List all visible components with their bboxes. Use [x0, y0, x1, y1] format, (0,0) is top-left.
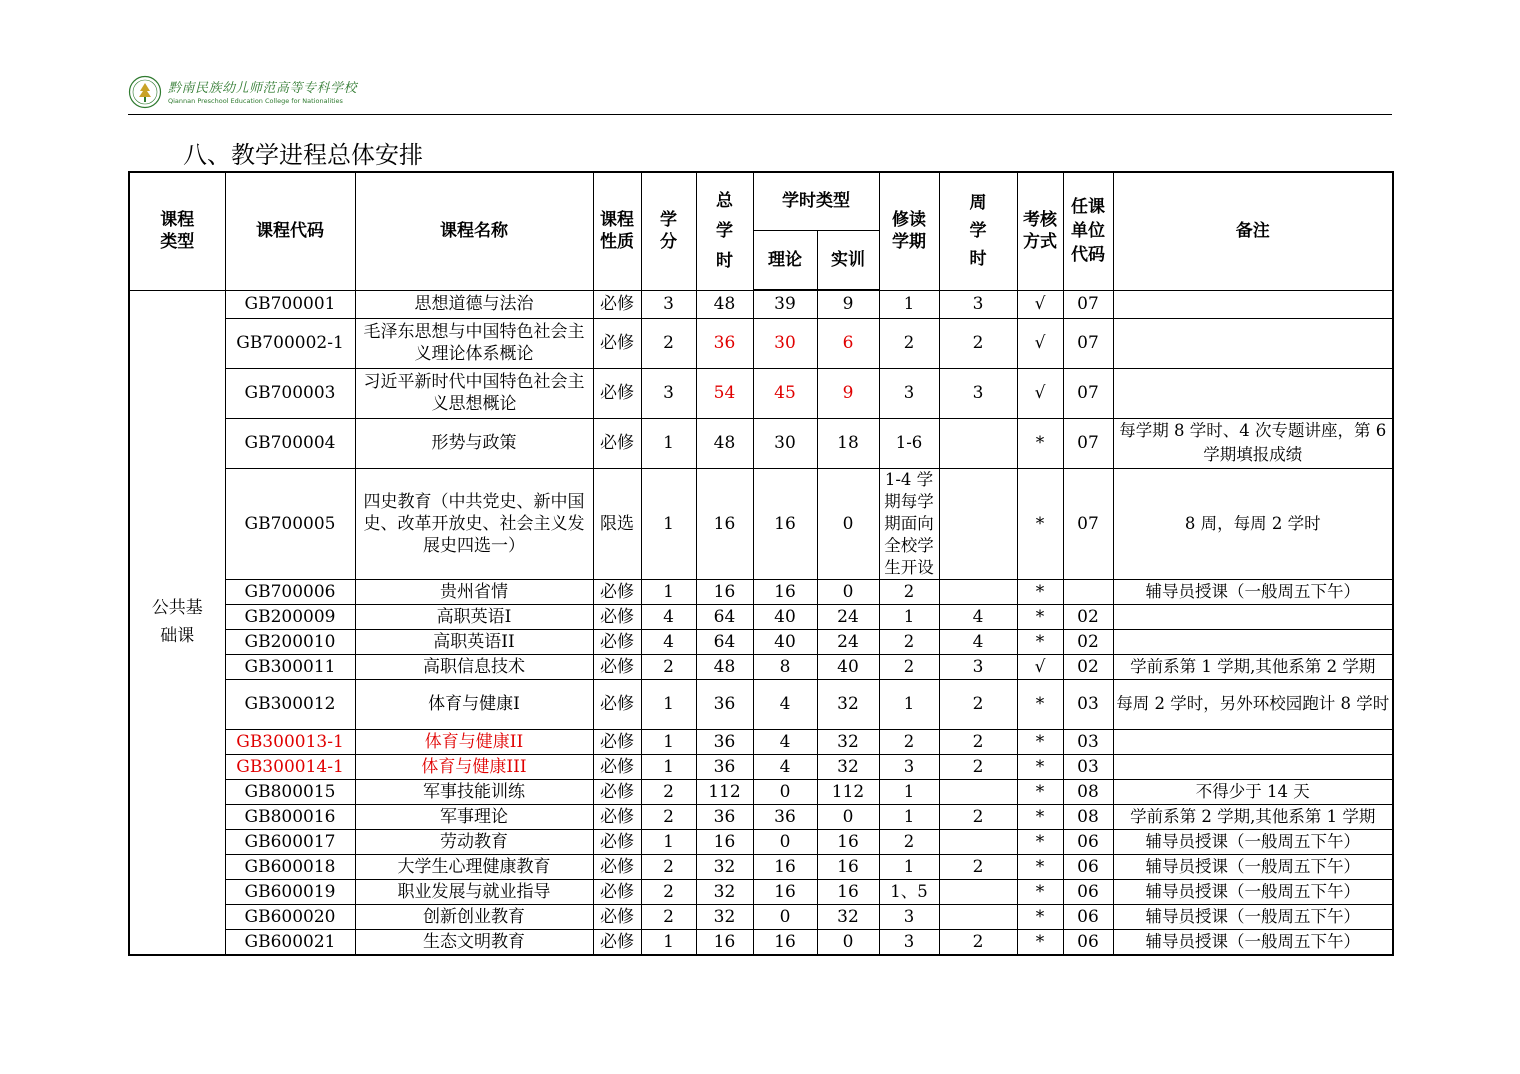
col-total-hours: 总学时: [696, 172, 753, 290]
cell-nature: 必修: [593, 904, 641, 929]
cell-unit: 03: [1063, 729, 1113, 754]
cell-name: 高职英语II: [355, 629, 593, 654]
cell-code: GB700004: [225, 418, 355, 468]
cell-weekly: 2: [939, 929, 1017, 955]
cell-theory: 40: [753, 629, 817, 654]
cell-theory: 0: [753, 904, 817, 929]
cell-semester: 3: [879, 754, 939, 779]
cell-practice: 0: [817, 579, 879, 604]
table-row: [129, 468, 1393, 579]
cell-name: 高职英语I: [355, 604, 593, 629]
cell-remark: 8 周，每周 2 学时: [1113, 468, 1393, 579]
cell-name: 高职信息技术: [355, 654, 593, 679]
cell-code: GB300011: [225, 654, 355, 679]
cell-semester: 1-4 学期每学期面向全校学生开设: [879, 468, 939, 579]
cell-nature: 必修: [593, 829, 641, 854]
cell-semester: 1: [879, 290, 939, 318]
cell-practice: 16: [817, 879, 879, 904]
cell-practice: 18: [817, 418, 879, 468]
cell-weekly: [939, 879, 1017, 904]
cell-remark: 学前系第 2 学期,其他系第 1 学期: [1113, 804, 1393, 829]
table-row: [129, 368, 1393, 418]
cell-semester: 1: [879, 604, 939, 629]
cell-weekly: 3: [939, 654, 1017, 679]
cell-weekly: [939, 579, 1017, 604]
cell-credits: 1: [641, 729, 696, 754]
cell-exam: *: [1017, 629, 1063, 654]
cell-exam: *: [1017, 468, 1063, 579]
cell-exam: *: [1017, 804, 1063, 829]
cell-semester: 1: [879, 779, 939, 804]
cell-nature: 必修: [593, 679, 641, 729]
cell-total: 112: [696, 779, 753, 804]
school-name-en: Qiannan Preschool Education College for Nationalities: [168, 97, 343, 105]
cell-remark: 学前系第 1 学期,其他系第 2 学期: [1113, 654, 1393, 679]
cell-theory: 0: [753, 779, 817, 804]
cell-total: 36: [696, 754, 753, 779]
cell-exam: *: [1017, 604, 1063, 629]
table-row: [129, 929, 1393, 955]
cell-semester: 2: [879, 654, 939, 679]
cell-total: 48: [696, 418, 753, 468]
cell-total: 16: [696, 579, 753, 604]
cell-credits: 4: [641, 604, 696, 629]
cell-theory: 36: [753, 804, 817, 829]
table-row: [129, 904, 1393, 929]
col-name: 课程名称: [355, 172, 593, 290]
tree-emblem-icon: [128, 75, 162, 109]
cell-exam: *: [1017, 829, 1063, 854]
table-row: [129, 679, 1393, 729]
col-exam: 考核方式: [1017, 172, 1063, 290]
cell-unit: 03: [1063, 754, 1113, 779]
cell-practice: 24: [817, 604, 879, 629]
cell-practice: 32: [817, 729, 879, 754]
cell-total: 36: [696, 729, 753, 754]
cell-total: 16: [696, 468, 753, 579]
section-title: 八、教学进程总体安排: [183, 141, 423, 169]
cell-exam: *: [1017, 754, 1063, 779]
cell-remark: [1113, 729, 1393, 754]
col-nature: 课程性质: [593, 172, 641, 290]
cell-name: 体育与健康III: [355, 754, 593, 779]
cell-name: 职业发展与就业指导: [355, 879, 593, 904]
cell-total: 48: [696, 290, 753, 318]
cell-total: 36: [696, 804, 753, 829]
cell-credits: 3: [641, 290, 696, 318]
cell-unit: [1063, 579, 1113, 604]
cell-practice: 16: [817, 829, 879, 854]
cell-name: 四史教育（中共党史、新中国史、改革开放史、社会主义发展史四选一）: [355, 468, 593, 579]
cell-nature: 必修: [593, 804, 641, 829]
cell-weekly: 2: [939, 854, 1017, 879]
cell-semester: 2: [879, 579, 939, 604]
cell-weekly: [939, 468, 1017, 579]
cell-credits: 1: [641, 468, 696, 579]
cell-semester: 1: [879, 854, 939, 879]
cell-credits: 1: [641, 579, 696, 604]
cell-weekly: [939, 779, 1017, 804]
cell-unit: 02: [1063, 629, 1113, 654]
cell-credits: 1: [641, 754, 696, 779]
cell-exam: *: [1017, 854, 1063, 879]
cell-semester: 3: [879, 929, 939, 955]
cell-total: 32: [696, 879, 753, 904]
cell-semester: 2: [879, 729, 939, 754]
cell-unit: 03: [1063, 679, 1113, 729]
cell-total: 36: [696, 679, 753, 729]
cell-exam: *: [1017, 729, 1063, 754]
cell-semester: 3: [879, 368, 939, 418]
cell-remark: 辅导员授课（一般周五下午）: [1113, 829, 1393, 854]
cell-credits: 3: [641, 368, 696, 418]
cell-total: 16: [696, 829, 753, 854]
cell-exam: √: [1017, 654, 1063, 679]
cell-name: 军事技能训练: [355, 779, 593, 804]
col-credits: 学分: [641, 172, 696, 290]
cell-remark: [1113, 754, 1393, 779]
cell-code: GB800015: [225, 779, 355, 804]
col-hour-type: 学时类型: [753, 172, 879, 230]
cell-practice: 9: [817, 368, 879, 418]
cell-nature: 必修: [593, 879, 641, 904]
cell-code: GB200009: [225, 604, 355, 629]
cell-code: GB300014-1: [225, 754, 355, 779]
cell-practice: 6: [817, 318, 879, 368]
cell-code: GB700001: [225, 290, 355, 318]
cell-remark: [1113, 629, 1393, 654]
cell-practice: 0: [817, 929, 879, 955]
cell-unit: 06: [1063, 879, 1113, 904]
cell-unit: 07: [1063, 418, 1113, 468]
table-row: [129, 629, 1393, 654]
cell-nature: 必修: [593, 754, 641, 779]
table-row: [129, 654, 1393, 679]
cell-name: 生态文明教育: [355, 929, 593, 955]
cell-exam: *: [1017, 779, 1063, 804]
cell-credits: 2: [641, 879, 696, 904]
cell-nature: 必修: [593, 318, 641, 368]
col-weekly: 周学时: [939, 172, 1017, 290]
cell-semester: 1、5: [879, 879, 939, 904]
cell-name: 劳动教育: [355, 829, 593, 854]
cell-credits: 2: [641, 318, 696, 368]
page-header: [128, 72, 1392, 115]
cell-code: GB700005: [225, 468, 355, 579]
cell-nature: 必修: [593, 629, 641, 654]
cell-theory: 45: [753, 368, 817, 418]
cell-total: 36: [696, 318, 753, 368]
cell-weekly: 4: [939, 629, 1017, 654]
cell-semester: 1-6: [879, 418, 939, 468]
cell-theory: 4: [753, 754, 817, 779]
table-row: [129, 579, 1393, 604]
cell-practice: 112: [817, 779, 879, 804]
cell-nature: 必修: [593, 604, 641, 629]
cell-theory: 16: [753, 579, 817, 604]
cell-theory: 8: [753, 654, 817, 679]
table-body: [129, 290, 1393, 955]
cell-remark: 每周 2 学时，另外环校园跑计 8 学时: [1113, 679, 1393, 729]
cell-theory: 30: [753, 318, 817, 368]
school-name: 黔南民族幼儿师范高等专科学校: [168, 81, 358, 96]
cell-remark: 辅导员授课（一般周五下午）: [1113, 929, 1393, 955]
table-row: [129, 290, 1393, 318]
cell-practice: 16: [817, 854, 879, 879]
cell-unit: 06: [1063, 829, 1113, 854]
col-code: 课程代码: [225, 172, 355, 290]
cell-name: 思想道德与法治: [355, 290, 593, 318]
cell-nature: 必修: [593, 729, 641, 754]
cell-nature: 限选: [593, 468, 641, 579]
cell-theory: 4: [753, 729, 817, 754]
cell-weekly: 2: [939, 754, 1017, 779]
cell-name: 创新创业教育: [355, 904, 593, 929]
cell-weekly: [939, 904, 1017, 929]
cell-name: 贵州省情: [355, 579, 593, 604]
cell-nature: 必修: [593, 368, 641, 418]
cell-name: 毛泽东思想与中国特色社会主义理论体系概论: [355, 318, 593, 368]
cell-exam: √: [1017, 318, 1063, 368]
cell-practice: 0: [817, 804, 879, 829]
cell-credits: 2: [641, 654, 696, 679]
category-cell: 公共基础课: [129, 290, 225, 955]
cell-total: 16: [696, 929, 753, 955]
cell-code: GB200010: [225, 629, 355, 654]
cell-name: 体育与健康I: [355, 679, 593, 729]
cell-unit: 02: [1063, 604, 1113, 629]
teaching-plan-table: [128, 171, 1394, 956]
cell-total: 32: [696, 904, 753, 929]
cell-weekly: 2: [939, 679, 1017, 729]
cell-credits: 1: [641, 679, 696, 729]
cell-total: 48: [696, 654, 753, 679]
cell-remark: 不得少于 14 天: [1113, 779, 1393, 804]
cell-remark: 辅导员授课（一般周五下午）: [1113, 579, 1393, 604]
cell-total: 64: [696, 604, 753, 629]
cell-unit: 07: [1063, 368, 1113, 418]
col-semester: 修读学期: [879, 172, 939, 290]
cell-credits: 2: [641, 779, 696, 804]
cell-credits: 1: [641, 929, 696, 955]
cell-code: GB600017: [225, 829, 355, 854]
cell-practice: 40: [817, 654, 879, 679]
cell-remark: 每学期 8 学时、4 次专题讲座，第 6 学期填报成绩: [1113, 418, 1393, 468]
cell-remark: 辅导员授课（一般周五下午）: [1113, 904, 1393, 929]
cell-credits: 4: [641, 629, 696, 654]
table-row: [129, 804, 1393, 829]
cell-unit: 06: [1063, 904, 1113, 929]
cell-name: 军事理论: [355, 804, 593, 829]
cell-weekly: 2: [939, 729, 1017, 754]
table-row: [129, 879, 1393, 904]
cell-exam: *: [1017, 904, 1063, 929]
cell-semester: 2: [879, 318, 939, 368]
cell-unit: 07: [1063, 318, 1113, 368]
cell-code: GB600019: [225, 879, 355, 904]
table-row: [129, 854, 1393, 879]
cell-weekly: 2: [939, 804, 1017, 829]
cell-exam: *: [1017, 929, 1063, 955]
cell-theory: 30: [753, 418, 817, 468]
cell-theory: 39: [753, 290, 817, 318]
cell-weekly: 3: [939, 290, 1017, 318]
cell-unit: 08: [1063, 779, 1113, 804]
cell-weekly: [939, 829, 1017, 854]
table-row: [129, 318, 1393, 368]
cell-unit: 02: [1063, 654, 1113, 679]
cell-code: GB300013-1: [225, 729, 355, 754]
cell-practice: 32: [817, 679, 879, 729]
cell-code: GB700003: [225, 368, 355, 418]
cell-code: GB700002-1: [225, 318, 355, 368]
cell-credits: 1: [641, 829, 696, 854]
cell-practice: 0: [817, 468, 879, 579]
table-row: [129, 829, 1393, 854]
cell-nature: 必修: [593, 929, 641, 955]
cell-unit: 07: [1063, 290, 1113, 318]
cell-total: 64: [696, 629, 753, 654]
cell-theory: 4: [753, 679, 817, 729]
cell-theory: 16: [753, 929, 817, 955]
cell-semester: 3: [879, 904, 939, 929]
cell-nature: 必修: [593, 854, 641, 879]
cell-theory: 16: [753, 468, 817, 579]
col-category: 课程类型: [129, 172, 225, 290]
cell-nature: 必修: [593, 579, 641, 604]
cell-remark: [1113, 368, 1393, 418]
cell-code: GB600020: [225, 904, 355, 929]
table-row: [129, 779, 1393, 804]
cell-semester: 2: [879, 629, 939, 654]
cell-total: 32: [696, 854, 753, 879]
cell-unit: 06: [1063, 929, 1113, 955]
cell-name: 体育与健康II: [355, 729, 593, 754]
cell-theory: 0: [753, 829, 817, 854]
cell-unit: 08: [1063, 804, 1113, 829]
cell-name: 习近平新时代中国特色社会主义思想概论: [355, 368, 593, 418]
cell-credits: 2: [641, 854, 696, 879]
cell-weekly: 3: [939, 368, 1017, 418]
cell-exam: √: [1017, 290, 1063, 318]
col-practice: 实训: [817, 230, 879, 290]
cell-credits: 2: [641, 804, 696, 829]
cell-weekly: [939, 418, 1017, 468]
cell-exam: *: [1017, 679, 1063, 729]
cell-remark: [1113, 290, 1393, 318]
col-unit: 任课单位代码: [1063, 172, 1113, 290]
cell-theory: 16: [753, 879, 817, 904]
cell-semester: 1: [879, 679, 939, 729]
table-row: [129, 604, 1393, 629]
cell-semester: 1: [879, 804, 939, 829]
cell-practice: 24: [817, 629, 879, 654]
cell-nature: 必修: [593, 779, 641, 804]
cell-code: GB300012: [225, 679, 355, 729]
cell-code: GB700006: [225, 579, 355, 604]
cell-code: GB600021: [225, 929, 355, 955]
cell-nature: 必修: [593, 290, 641, 318]
cell-practice: 32: [817, 904, 879, 929]
cell-exam: *: [1017, 579, 1063, 604]
cell-credits: 1: [641, 418, 696, 468]
cell-code: GB600018: [225, 854, 355, 879]
cell-theory: 40: [753, 604, 817, 629]
cell-semester: 2: [879, 829, 939, 854]
table-row: [129, 729, 1393, 754]
cell-practice: 9: [817, 290, 879, 318]
cell-weekly: 2: [939, 318, 1017, 368]
cell-exam: √: [1017, 368, 1063, 418]
cell-name: 形势与政策: [355, 418, 593, 468]
cell-credits: 2: [641, 904, 696, 929]
table-row: [129, 418, 1393, 468]
cell-remark: [1113, 604, 1393, 629]
cell-remark: 辅导员授课（一般周五下午）: [1113, 879, 1393, 904]
col-remark: 备注: [1113, 172, 1393, 290]
cell-weekly: 4: [939, 604, 1017, 629]
cell-unit: 06: [1063, 854, 1113, 879]
cell-unit: 07: [1063, 468, 1113, 579]
cell-nature: 必修: [593, 654, 641, 679]
cell-theory: 16: [753, 854, 817, 879]
cell-practice: 32: [817, 754, 879, 779]
cell-remark: [1113, 318, 1393, 368]
cell-exam: *: [1017, 879, 1063, 904]
cell-exam: *: [1017, 418, 1063, 468]
cell-name: 大学生心理健康教育: [355, 854, 593, 879]
cell-code: GB800016: [225, 804, 355, 829]
cell-nature: 必修: [593, 418, 641, 468]
cell-total: 54: [696, 368, 753, 418]
table-row: [129, 754, 1393, 779]
col-theory: 理论: [753, 230, 817, 290]
cell-remark: 辅导员授课（一般周五下午）: [1113, 854, 1393, 879]
